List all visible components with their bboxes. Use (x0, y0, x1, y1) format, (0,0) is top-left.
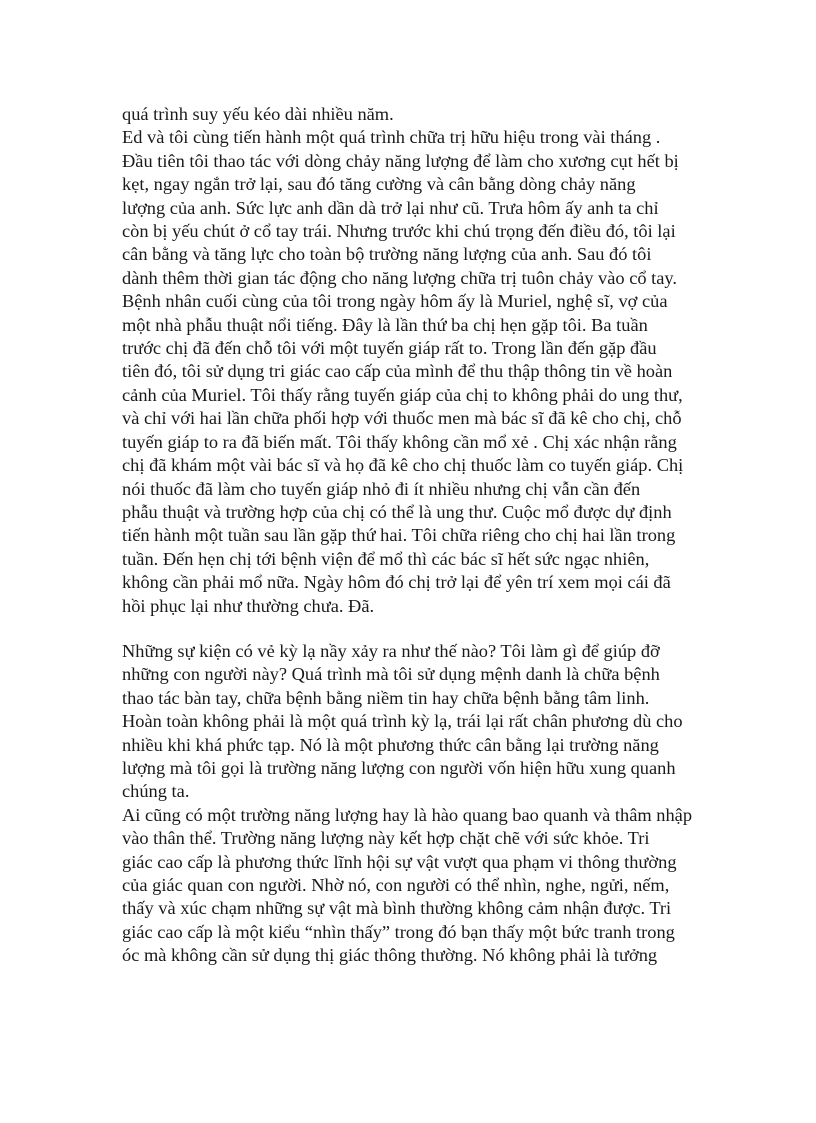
paragraph-4 (122, 640, 722, 804)
text-line: Bệnh nhân cuối cùng của tôi trong ngày hôm ấy là Muriel, nghệ sĩ, vợ của (122, 291, 668, 312)
text-line: óc mà không cần sử dụng thị giác thông thường. Nó không phải là tưởng (122, 945, 658, 966)
document-page (122, 103, 722, 968)
text-line: Đầu tiên tôi thao tác với dòng chảy năng lượng để làm cho xương cụt hết bị (122, 150, 679, 171)
text-line: một nhà phẫu thuật nổi tiếng. Đây là lần thứ ba chị hẹn gặp tôi. Ba tuần (122, 314, 648, 335)
text-line: nói thuốc đã làm cho tuyến giáp nhỏ đi ít nhiều nhưng chị vẫn cần đến (122, 478, 641, 499)
text-line: lượng của anh. Sức lực anh dần dà trở lại như cũ. Trưa hôm ấy anh ta chỉ (122, 197, 659, 218)
text-line: quá trình suy yếu kéo dài nhiều năm. (122, 104, 394, 124)
text-line: thấy và xúc chạm những sự vật mà bình thường không cảm nhận được. Tri (122, 898, 672, 919)
paragraph-1 (122, 103, 722, 126)
text-line: những con người này? Quá trình mà tôi sử dụng mệnh danh là chữa bệnh (122, 664, 660, 685)
text-line: cân bằng và tăng lực cho toàn bộ trường năng lượng của anh. Sau đó tôi (122, 244, 652, 265)
paragraph-5 (122, 804, 722, 968)
text-line: không cần phải mổ nữa. Ngày hôm đó chị trở lại để yên trí xem mọi cái đã (122, 572, 671, 593)
text-line: và chỉ với hai lần chữa phối hợp với thuốc men mà bác sĩ đã kê cho chị, chỗ (122, 408, 682, 429)
text-line: thao tác bàn tay, chữa bệnh bằng niềm tin hay chữa bệnh bằng tâm linh. (122, 687, 650, 708)
text-line: tuần. Đến hẹn chị tới bệnh viện để mổ thì các bác sĩ hết sức ngạc nhiên, (122, 548, 650, 569)
paragraph-2 (122, 126, 722, 290)
text-line: cảnh của Muriel. Tôi thấy rằng tuyến giáp của chị to không phải do ung thư, (122, 384, 683, 405)
text-line: nhiều khi khá phức tạp. Nó là một phương thức cân bằng lại trường năng (122, 734, 659, 755)
text-line: kẹt, ngay ngắn trở lại, sau đó tăng cường và cân bằng dòng chảy năng (122, 174, 636, 195)
text-line: tuyến giáp to ra đã biến mất. Tôi thấy không cần mổ xẻ . Chị xác nhận rằng (122, 431, 677, 452)
text-line: lượng mà tôi gọi là trường năng lượng con người vốn hiện hữu xung quanh (122, 757, 676, 778)
paragraph-3 (122, 290, 722, 618)
text-line: trước chị đã đến chỗ tôi với một tuyến giáp rất to. Trong lần đến gặp đầu (122, 338, 657, 359)
text-line: phẫu thuật và trường hợp của chị có thể là ung thư. Cuộc mổ được dự định (122, 501, 672, 522)
paragraph-spacer (122, 618, 722, 640)
text-line: tiên đó, tôi sử dụng tri giác cao cấp của mình để thu thập thông tin về hoàn (122, 361, 673, 382)
text-line: Ai cũng có một trường năng lượng hay là hào quang bao quanh và thâm nhập (122, 804, 693, 825)
text-line: hồi phục lại như thường chưa. Đã. (122, 595, 375, 616)
text-line: Hoàn toàn không phải là một quá trình kỳ lạ, trái lại rất chân phương dù cho (122, 711, 683, 732)
text-line: Những sự kiện có vẻ kỳ lạ nầy xảy ra như thế nào? Tôi làm gì để giúp đỡ (122, 640, 660, 661)
text-line: chị đã khám một vài bác sĩ và họ đã kê cho chị thuốc làm co tuyến giáp. Chị (122, 455, 684, 476)
text-line: vào thân thể. Trường năng lượng này kết hợp chặt chẽ với sức khỏe. Tri (122, 828, 650, 849)
text-line: dành thêm thời gian tác động cho năng lượng chữa trị tuôn chảy vào cổ tay. (122, 267, 678, 288)
text-line: chúng ta. (122, 781, 190, 802)
text-line: Ed và tôi cùng tiến hành một quá trình chữa trị hữu hiệu trong vài tháng . (122, 127, 661, 148)
text-line: của giác quan con người. Nhờ nó, con người có thể nhìn, nghe, ngửi, nếm, (122, 875, 670, 895)
text-line: giác cao cấp là một kiểu “nhìn thấy” trong đó bạn thấy một bức tranh trong (122, 921, 675, 942)
text-line: tiến hành một tuần sau lần gặp thứ hai. Tôi chữa riêng cho chị hai lần trong (122, 525, 676, 546)
text-line: giác cao cấp là phương thức lĩnh hội sự vật vượt qua phạm vi thông thường (122, 851, 677, 872)
text-line: còn bị yếu chút ở cổ tay trái. Nhưng trước khi chú trọng đến điều đó, tôi lại (122, 221, 676, 242)
